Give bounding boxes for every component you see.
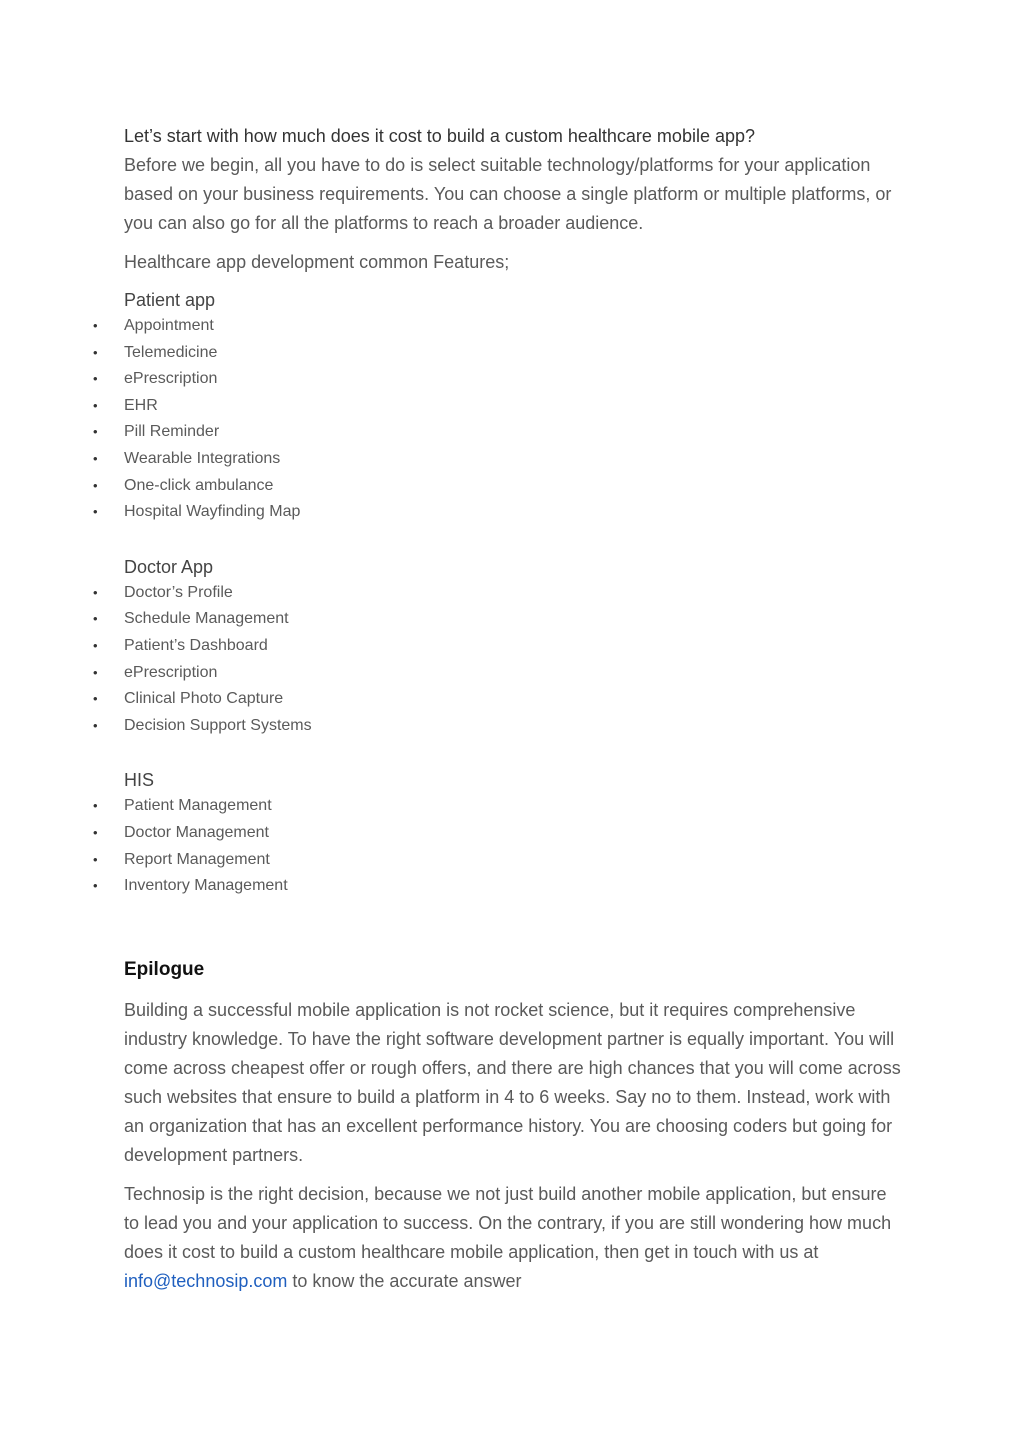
section-doctor-app (93, 554, 904, 740)
bullet-icon: • (93, 664, 98, 680)
bullet-icon: • (93, 584, 98, 600)
epilogue-heading: Epilogue (124, 958, 205, 980)
feature-list (93, 313, 904, 526)
list-item: • EHR (124, 393, 904, 420)
list-item: • Doctor’s Profile (124, 580, 904, 607)
bullet-icon: • (93, 504, 98, 520)
bullet-icon: • (93, 344, 98, 360)
epilogue-section (124, 956, 904, 1296)
list-item: • Patient’s Dashboard (124, 633, 904, 660)
bullet-icon: • (93, 477, 98, 493)
list-item: • Doctor Management (124, 820, 904, 847)
bullet-icon: • (93, 450, 98, 466)
list-item: • Inventory Management (124, 873, 904, 900)
bullet-icon: • (93, 397, 98, 413)
list-item: • Appointment (124, 313, 904, 340)
features-intro: Healthcare app development common Features; (124, 252, 510, 272)
epilogue-paragraph-2: Technosip is the right decision, because we not just build another mobile application, but ensure to lead you and your application to success. On the contrary, if you are still wondering how much does it cost to build a custom healthcare mobile application, then get in touch with us at info@technosip.com to know the accurate answer (124, 1183, 892, 1291)
email-link[interactable]: info@technosip.com (124, 1270, 288, 1291)
section-patient-app (93, 287, 904, 526)
list-item: • ePrescription (124, 660, 904, 687)
feature-list (93, 793, 904, 899)
bullet-icon: • (93, 424, 98, 440)
list-item: • Pill Reminder (124, 419, 904, 446)
intro-paragraph: Before we begin, all you have to do is select suitable technology/platforms for your application based on your business requirements. You can choose a single platform or multiple platforms, or you can also go for all the platforms to reach a broader audience. (124, 155, 892, 233)
bullet-icon: • (93, 691, 98, 707)
section-his (93, 767, 904, 899)
section-title: HIS (124, 770, 155, 791)
epilogue-paragraph-1: Building a successful mobile application is not rocket science, but it requires comprehensive industry knowledge. To have the right software development partner is equally important. You will come across cheapest offer or rough offers, and there are high chances that you will come across such websites that ensure to build a platform in 4 to 6 weeks. Say no to them. Instead, work with an organization that has an excellent performance history. You are choosing coders but going for development partners. (124, 999, 901, 1165)
list-item: • Hospital Wayfinding Map (124, 499, 904, 526)
document-page (93, 122, 904, 1296)
list-item: • Patient Management (124, 793, 904, 820)
bullet-icon: • (93, 717, 98, 733)
bullet-icon: • (93, 851, 98, 867)
bullet-icon: • (93, 824, 98, 840)
intro-question: Let’s start with how much does it cost to build a custom healthcare mobile app? (124, 126, 756, 146)
section-title: Patient app (124, 290, 216, 310)
list-item: • Report Management (124, 847, 904, 874)
list-item: • One-click ambulance (124, 473, 904, 500)
bullet-icon: • (93, 637, 98, 653)
list-item: • Clinical Photo Capture (124, 686, 904, 713)
section-title: Doctor App (124, 556, 214, 577)
bullet-icon: • (93, 318, 98, 333)
list-item: • Decision Support Systems (124, 713, 904, 740)
bullet-icon: • (93, 611, 98, 627)
bullet-icon: • (93, 878, 98, 894)
bullet-icon: • (93, 798, 98, 814)
list-item: • Telemedicine (124, 340, 904, 367)
feature-list (93, 580, 904, 740)
bullet-icon: • (93, 371, 98, 387)
list-item: • Wearable Integrations (124, 446, 904, 473)
list-item: • ePrescription (124, 366, 904, 393)
list-item: • Schedule Management (124, 606, 904, 633)
